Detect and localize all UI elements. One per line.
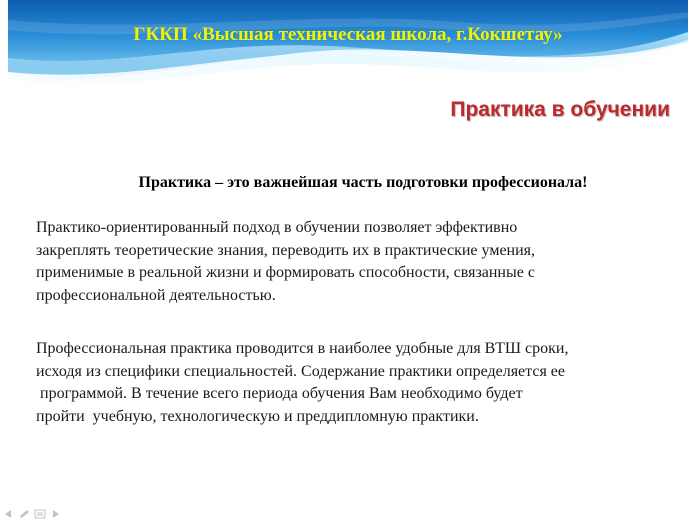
menu-icon[interactable]	[34, 509, 46, 519]
paragraph-line: применимые в реальной жизни и формировать способности, связанные с	[36, 264, 535, 281]
paragraph-line: пройти учебную, технологическую и преддипломную практики.	[36, 407, 479, 425]
paragraph-professional-practice	[36, 338, 688, 428]
paragraph-line: Профессиональная практика проводится в наиболее удобные для ВТШ сроки,	[36, 340, 569, 357]
paragraph-line: профессиональной деятельностью.	[36, 286, 276, 304]
header-title: ГККП «Высшая техническая школа, г.Кокшетау»	[133, 24, 563, 45]
lead-statement: Практика – это важнейшая часть подготовки профессионала!	[138, 174, 588, 191]
paragraph-line: программой. В течение всего периода обучения Вам необходимо будет	[36, 385, 523, 402]
section-title: Практика в обучении	[450, 98, 670, 121]
paragraph-practice-approach	[36, 217, 688, 307]
previous-slide-icon[interactable]	[2, 509, 14, 519]
paragraph-line: закреплять теоретические знания, переводить их в практические умения,	[36, 241, 536, 259]
next-slide-icon[interactable]	[50, 509, 62, 519]
paragraph-line: исходя из специфики специальностей. Содержание практики определяется ее	[36, 362, 565, 380]
paragraph-line: Практико-ориентированный подход в обучении позволяет эффективно	[36, 219, 518, 236]
pen-icon[interactable]	[18, 509, 30, 519]
slideshow-controls	[2, 508, 62, 520]
